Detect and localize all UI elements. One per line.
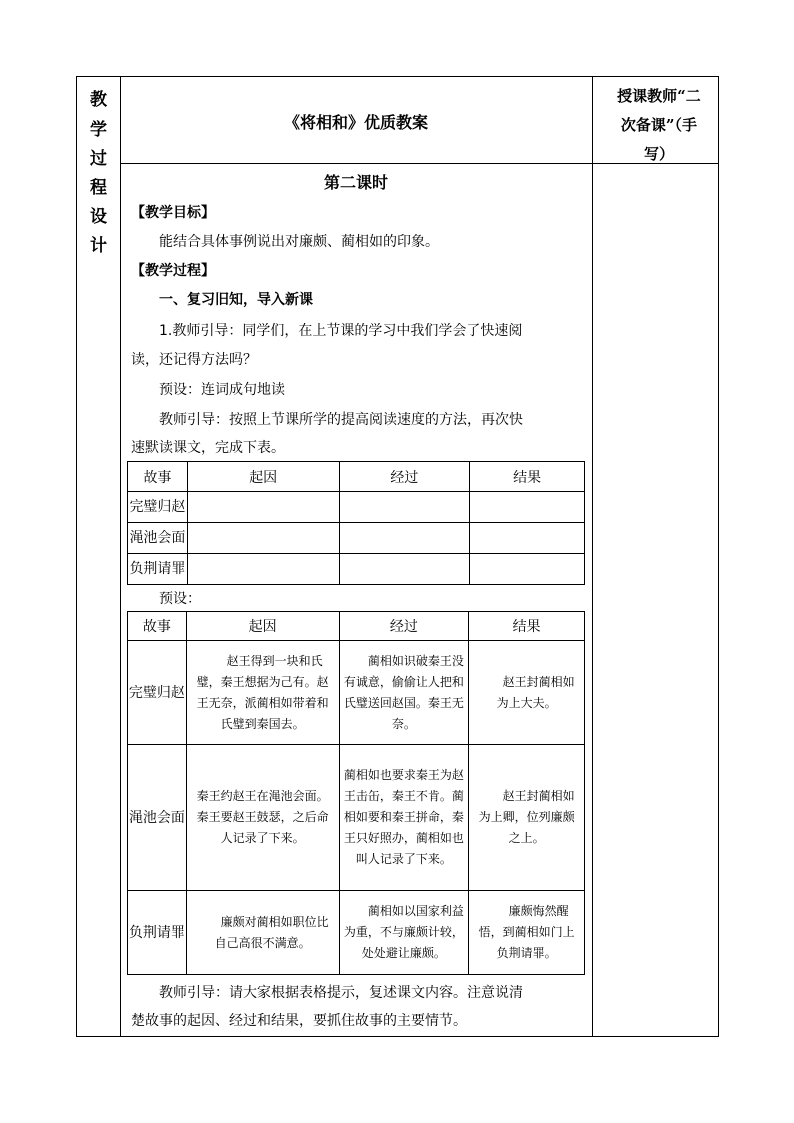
table-row [128,745,585,891]
process-cell: 蔺相如也要求秦王为赵王击缶，秦王不肯。蔺相如要和秦王拼命，秦王只好照办，蔺相如也叫人记录了下来。 [339,745,469,891]
table-row [128,554,585,585]
answer-table [127,611,585,975]
frame-top-border [76,76,719,77]
column-header: 经过 [339,462,470,492]
paragraph-1-line-2: 读，还记得方法吗？ [131,352,257,368]
result-cell: 赵王封蔺相如为上大夫。 [469,641,585,745]
story-name: 完璧归赵 [128,492,188,523]
empty-cell[interactable] [470,523,585,554]
side-label-char: 设 [90,207,107,227]
paragraph-3-line-1: 教师引导：请大家根据表格提示，复述课文内容。注意说清 [159,985,523,1001]
side-label-char: 教 [90,90,107,110]
side-label-char: 学 [90,120,107,140]
table-row [128,492,585,523]
column-header: 故事 [128,612,187,641]
empty-cell[interactable] [339,523,470,554]
column-header: 故事 [128,462,188,492]
story-name: 完璧归赵 [128,641,187,745]
column-header: 经过 [339,612,469,641]
frame-label-divider [120,76,121,1037]
preset-2: 预设： [159,591,201,607]
step1-heading: 一、复习旧知，导入新课 [159,292,313,308]
table-header-row [128,612,585,641]
worksheet-table [127,461,585,585]
empty-cell[interactable] [187,492,339,523]
preset-1: 预设：连词成句地读 [159,382,285,398]
process-cell: 蔺相如识破秦王没有诚意，偷偷让人把和氏璧送回赵国。秦王无奈。 [339,641,469,745]
story-name: 渑池会面 [128,745,187,891]
paragraph-2-line-2: 速默读课文，完成下表。 [131,440,285,456]
cause-cell: 秦王约赵王在渑池会面。秦王要赵王鼓瑟，之后命人记录了下来。 [186,745,339,891]
document-title: 《将相和》优质教案 [283,113,428,132]
empty-cell[interactable] [187,554,339,585]
goal-heading: 【教学目标】 [131,205,215,221]
column-header: 结果 [469,612,585,641]
cause-cell: 赵王得到一块和氏璧，秦王想据为己有。赵王无奈，派蔺相如带着和氏璧到秦国去。 [186,641,339,745]
table-row [128,523,585,554]
empty-cell[interactable] [470,492,585,523]
result-cell: 赵王封蔺相如为上卿，位列廉颇之上。 [469,745,585,891]
frame-right-border [718,76,719,1037]
teaching-process-label [77,77,120,1037]
table-row [128,891,585,975]
column-header: 结果 [470,462,585,492]
lesson-title: 第二课时 [323,173,388,192]
paragraph-2-line-1: 教师引导：按照上节课所学的提高阅读速度的方法，再次快 [159,412,523,428]
right-header-line: 授课教师“二 [617,87,701,105]
cause-cell: 廉颇对蔺相如职位比自己高很不满意。 [186,891,339,975]
frame-bottom-border [76,1036,719,1037]
right-column-header [600,82,718,169]
right-header-line: 写） [643,145,674,163]
story-name: 负荆请罪 [128,891,187,975]
story-name: 负荆请罪 [128,554,188,585]
table-header-row [128,462,585,492]
paragraph-1-line-1: 1.教师引导：同学们，在上节课的学习中我们学会了快速阅 [159,323,523,339]
process-cell: 蔺相如以国家利益为重，不与廉颇计较，处处避让廉颇。 [339,891,469,975]
result-cell: 廉颇悔然醒悟，到蔺相如门上负荆请罪。 [469,891,585,975]
empty-cell[interactable] [470,554,585,585]
story-name: 渑池会面 [128,523,188,554]
column-header: 起因 [186,612,339,641]
empty-cell[interactable] [187,523,339,554]
empty-cell[interactable] [339,492,470,523]
side-label-char: 程 [90,178,107,198]
side-label-char: 过 [90,149,107,169]
process-heading: 【教学过程】 [131,263,215,279]
right-header-line: 次备课”（手 [620,116,698,134]
column-header: 起因 [187,462,339,492]
frame-right-column-divider [592,76,593,1037]
goal-text: 能结合具体事例说出对廉颇、蔺相如的印象。 [159,234,439,250]
table-row [128,641,585,745]
empty-cell[interactable] [339,554,470,585]
paragraph-3-line-2: 楚故事的起因、经过和结果，要抓住故事的主要情节。 [131,1013,467,1029]
side-label-char: 计 [90,236,107,256]
